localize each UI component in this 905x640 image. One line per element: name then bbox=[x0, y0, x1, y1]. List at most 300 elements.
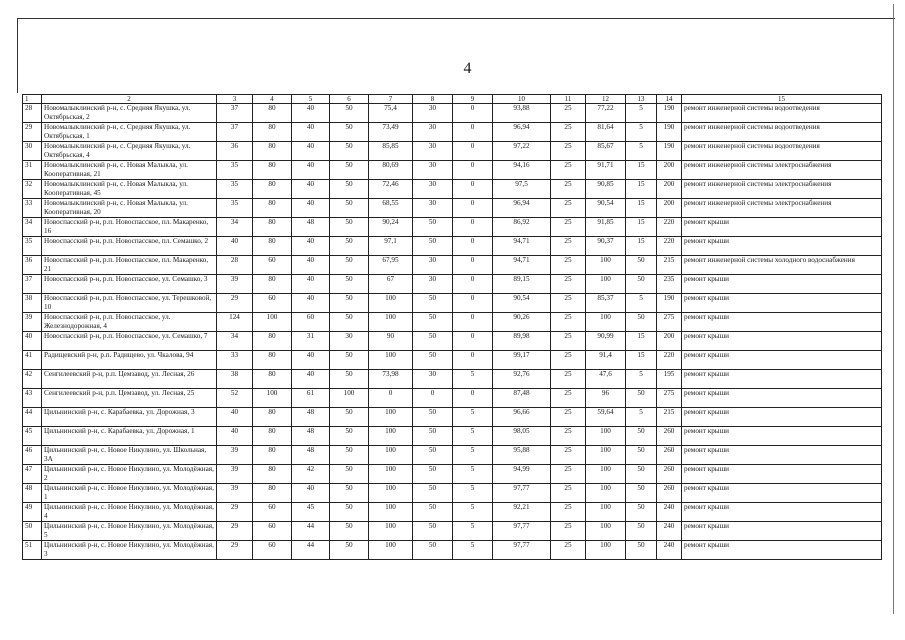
cell-col-6: 30 bbox=[330, 332, 369, 351]
cell-col-12: 77,22 bbox=[586, 104, 626, 123]
cell-col-10: 94,71 bbox=[493, 237, 551, 256]
cell-work-type: ремонт инженерной системы электроснабжения bbox=[682, 199, 882, 218]
cell-row-number: 39 bbox=[23, 313, 42, 332]
cell-col-5: 61 bbox=[292, 389, 330, 408]
cell-address: Новоспасский р-н, р.п. Новоспасское, ул. Семашко, 3 bbox=[42, 275, 217, 294]
cell-col-14: 215 bbox=[657, 408, 682, 427]
cell-col-3: 37 bbox=[217, 104, 253, 123]
cell-col-12: 100 bbox=[586, 522, 626, 541]
cell-address: Новоспасский р-н, р.п. Новоспасское, ул. Семашко, 7 bbox=[42, 332, 217, 351]
cell-col-4: 60 bbox=[253, 522, 292, 541]
cell-col-5: 42 bbox=[292, 465, 330, 484]
cell-col-13: 50 bbox=[626, 465, 657, 484]
column-header: 8 bbox=[413, 95, 453, 104]
cell-work-type: ремонт крыши bbox=[682, 503, 882, 522]
cell-row-number: 45 bbox=[23, 427, 42, 446]
cell-col-5: 40 bbox=[292, 199, 330, 218]
cell-col-4: 80 bbox=[253, 446, 292, 465]
cell-col-6: 50 bbox=[330, 218, 369, 237]
page-number: 4 bbox=[463, 60, 472, 77]
cell-col-5: 44 bbox=[292, 522, 330, 541]
cell-col-5: 40 bbox=[292, 370, 330, 389]
column-header: 10 bbox=[493, 95, 551, 104]
cell-col-5: 40 bbox=[292, 351, 330, 370]
cell-work-type: ремонт крыши bbox=[682, 465, 882, 484]
cell-col-4: 80 bbox=[253, 104, 292, 123]
cell-col-8: 30 bbox=[413, 104, 453, 123]
cell-col-4: 80 bbox=[253, 237, 292, 256]
cell-col-4: 80 bbox=[253, 218, 292, 237]
cell-col-14: 240 bbox=[657, 522, 682, 541]
cell-col-3: 33 bbox=[217, 351, 253, 370]
cell-col-6: 50 bbox=[330, 503, 369, 522]
cell-col-8: 50 bbox=[413, 218, 453, 237]
cell-col-14: 220 bbox=[657, 237, 682, 256]
cell-col-3: 39 bbox=[217, 275, 253, 294]
column-header: 11 bbox=[551, 95, 586, 104]
cell-row-number: 38 bbox=[23, 294, 42, 313]
cell-col-13: 5 bbox=[626, 104, 657, 123]
cell-col-13: 50 bbox=[626, 522, 657, 541]
cell-col-10: 97,77 bbox=[493, 541, 551, 560]
cell-col-12: 91,4 bbox=[586, 351, 626, 370]
cell-col-14: 200 bbox=[657, 180, 682, 199]
cell-col-9: 0 bbox=[453, 275, 493, 294]
cell-col-9: 5 bbox=[453, 503, 493, 522]
cell-col-9: 0 bbox=[453, 142, 493, 161]
cell-col-4: 80 bbox=[253, 161, 292, 180]
cell-address: Новоспасский р-н, р.п. Новоспасское, ул. Железнодорожная, 4 bbox=[42, 313, 217, 332]
cell-col-6: 50 bbox=[330, 237, 369, 256]
cell-col-13: 15 bbox=[626, 218, 657, 237]
cell-col-10: 97,5 bbox=[493, 180, 551, 199]
cell-col-7: 90 bbox=[369, 332, 413, 351]
cell-col-11: 25 bbox=[551, 123, 586, 142]
cell-address: Новомалыклинский р-н, с. Новая Малыкла, ул. Кооперативная, 21 bbox=[42, 161, 217, 180]
cell-col-10: 89,98 bbox=[493, 332, 551, 351]
cell-work-type: ремонт крыши bbox=[682, 294, 882, 313]
cell-col-11: 25 bbox=[551, 465, 586, 484]
cell-col-5: 40 bbox=[292, 123, 330, 142]
cell-col-12: 85,37 bbox=[586, 294, 626, 313]
cell-col-8: 30 bbox=[413, 275, 453, 294]
cell-col-6: 50 bbox=[330, 446, 369, 465]
cell-col-14: 260 bbox=[657, 484, 682, 503]
cell-col-7: 100 bbox=[369, 351, 413, 370]
cell-col-7: 100 bbox=[369, 522, 413, 541]
cell-col-3: 28 bbox=[217, 256, 253, 275]
table-row bbox=[23, 294, 882, 313]
column-header: 14 bbox=[657, 95, 682, 104]
cell-col-3: 40 bbox=[217, 237, 253, 256]
cell-col-7: 100 bbox=[369, 427, 413, 446]
cell-col-10: 98,05 bbox=[493, 427, 551, 446]
cell-col-11: 25 bbox=[551, 541, 586, 560]
cell-col-6: 50 bbox=[330, 522, 369, 541]
column-header: 4 bbox=[253, 95, 292, 104]
cell-row-number: 50 bbox=[23, 522, 42, 541]
cell-col-7: 100 bbox=[369, 313, 413, 332]
cell-col-3: 35 bbox=[217, 199, 253, 218]
cell-col-4: 80 bbox=[253, 408, 292, 427]
cell-col-10: 96,94 bbox=[493, 199, 551, 218]
cell-col-12: 96 bbox=[586, 389, 626, 408]
cell-address: Цильнинский р-н, с. Новое Никулино, ул. Молодёжная, 3 bbox=[42, 541, 217, 560]
cell-col-12: 100 bbox=[586, 275, 626, 294]
cell-col-7: 100 bbox=[369, 294, 413, 313]
cell-col-6: 50 bbox=[330, 484, 369, 503]
cell-col-9: 0 bbox=[453, 256, 493, 275]
cell-address: Цильнинский р-н, с. Новое Никулино, ул. Молодёжная, 2 bbox=[42, 465, 217, 484]
cell-col-13: 15 bbox=[626, 351, 657, 370]
cell-col-5: 48 bbox=[292, 427, 330, 446]
column-header: 5 bbox=[292, 95, 330, 104]
cell-col-10: 94,71 bbox=[493, 256, 551, 275]
cell-col-4: 80 bbox=[253, 199, 292, 218]
cell-col-14: 215 bbox=[657, 256, 682, 275]
cell-col-11: 25 bbox=[551, 389, 586, 408]
cell-col-9: 0 bbox=[453, 161, 493, 180]
cell-col-8: 50 bbox=[413, 237, 453, 256]
cell-col-11: 25 bbox=[551, 104, 586, 123]
cell-work-type: ремонт крыши bbox=[682, 522, 882, 541]
cell-col-8: 30 bbox=[413, 370, 453, 389]
cell-col-14: 190 bbox=[657, 104, 682, 123]
cell-col-10: 97,77 bbox=[493, 522, 551, 541]
cell-col-3: 40 bbox=[217, 408, 253, 427]
cell-col-14: 200 bbox=[657, 332, 682, 351]
cell-col-4: 80 bbox=[253, 275, 292, 294]
cell-col-3: 29 bbox=[217, 541, 253, 560]
cell-address: Новоспасский р-н, р.п. Новоспасское, пл. Макаренко, 16 bbox=[42, 218, 217, 237]
cell-col-9: 0 bbox=[453, 389, 493, 408]
cell-col-4: 80 bbox=[253, 332, 292, 351]
cell-col-3: 35 bbox=[217, 180, 253, 199]
cell-col-14: 235 bbox=[657, 275, 682, 294]
cell-col-4: 60 bbox=[253, 256, 292, 275]
cell-col-5: 40 bbox=[292, 484, 330, 503]
cell-col-11: 25 bbox=[551, 370, 586, 389]
cell-col-10: 99,17 bbox=[493, 351, 551, 370]
column-header: 15 bbox=[682, 95, 882, 104]
column-header: 6 bbox=[330, 95, 369, 104]
cell-col-11: 25 bbox=[551, 161, 586, 180]
cell-col-8: 50 bbox=[413, 351, 453, 370]
cell-col-4: 80 bbox=[253, 484, 292, 503]
cell-row-number: 41 bbox=[23, 351, 42, 370]
cell-col-8: 30 bbox=[413, 123, 453, 142]
cell-col-3: 36 bbox=[217, 142, 253, 161]
table-row bbox=[23, 142, 882, 161]
cell-col-10: 96,94 bbox=[493, 123, 551, 142]
cell-col-9: 0 bbox=[453, 123, 493, 142]
cell-col-14: 200 bbox=[657, 199, 682, 218]
cell-col-10: 94,99 bbox=[493, 465, 551, 484]
cell-address: Цильнинский р-н, с. Новое Никулино, ул. Школьная, 3А bbox=[42, 446, 217, 465]
table-row bbox=[23, 218, 882, 237]
cell-col-9: 5 bbox=[453, 427, 493, 446]
cell-col-14: 190 bbox=[657, 123, 682, 142]
cell-col-9: 5 bbox=[453, 465, 493, 484]
cell-work-type: ремонт инженерной системы электроснабжения bbox=[682, 180, 882, 199]
cell-row-number: 40 bbox=[23, 332, 42, 351]
cell-col-5: 40 bbox=[292, 104, 330, 123]
cell-col-10: 94,16 bbox=[493, 161, 551, 180]
cell-col-14: 275 bbox=[657, 313, 682, 332]
cell-col-7: 75,4 bbox=[369, 104, 413, 123]
cell-col-12: 100 bbox=[586, 446, 626, 465]
cell-col-11: 25 bbox=[551, 351, 586, 370]
cell-col-6: 50 bbox=[330, 275, 369, 294]
cell-work-type: ремонт крыши bbox=[682, 446, 882, 465]
cell-col-8: 50 bbox=[413, 408, 453, 427]
cell-col-4: 100 bbox=[253, 389, 292, 408]
cell-col-8: 50 bbox=[413, 503, 453, 522]
cell-col-7: 100 bbox=[369, 446, 413, 465]
column-number-row bbox=[23, 95, 882, 104]
cell-col-3: 124 bbox=[217, 313, 253, 332]
cell-col-10: 97,77 bbox=[493, 484, 551, 503]
cell-col-11: 25 bbox=[551, 446, 586, 465]
table-row bbox=[23, 180, 882, 199]
cell-col-6: 50 bbox=[330, 294, 369, 313]
cell-col-8: 50 bbox=[413, 332, 453, 351]
cell-work-type: ремонт инженерной системы холодного водоснабжения bbox=[682, 256, 882, 275]
cell-col-5: 48 bbox=[292, 218, 330, 237]
cell-col-11: 25 bbox=[551, 218, 586, 237]
cell-col-9: 5 bbox=[453, 522, 493, 541]
cell-col-8: 50 bbox=[413, 294, 453, 313]
table-row bbox=[23, 541, 882, 560]
cell-col-4: 80 bbox=[253, 180, 292, 199]
cell-col-3: 37 bbox=[217, 123, 253, 142]
scan-border bbox=[17, 18, 895, 93]
cell-work-type: ремонт крыши bbox=[682, 218, 882, 237]
cell-work-type: ремонт крыши bbox=[682, 275, 882, 294]
cell-col-5: 45 bbox=[292, 503, 330, 522]
cell-col-3: 39 bbox=[217, 484, 253, 503]
cell-col-13: 15 bbox=[626, 199, 657, 218]
cell-col-9: 5 bbox=[453, 408, 493, 427]
cell-col-4: 60 bbox=[253, 294, 292, 313]
cell-col-10: 87,48 bbox=[493, 389, 551, 408]
cell-col-13: 50 bbox=[626, 503, 657, 522]
cell-row-number: 31 bbox=[23, 161, 42, 180]
cell-col-9: 0 bbox=[453, 351, 493, 370]
cell-address: Новомалыклинский р-н, с. Новая Малыкла, ул. Кооперативная, 20 bbox=[42, 199, 217, 218]
cell-col-7: 67,95 bbox=[369, 256, 413, 275]
cell-col-11: 25 bbox=[551, 408, 586, 427]
table-row bbox=[23, 351, 882, 370]
cell-col-14: 260 bbox=[657, 446, 682, 465]
cell-col-7: 73,98 bbox=[369, 370, 413, 389]
cell-col-6: 50 bbox=[330, 313, 369, 332]
cell-work-type: ремонт крыши bbox=[682, 427, 882, 446]
cell-col-7: 90,24 bbox=[369, 218, 413, 237]
cell-col-3: 29 bbox=[217, 294, 253, 313]
cell-col-7: 100 bbox=[369, 465, 413, 484]
cell-col-8: 50 bbox=[413, 484, 453, 503]
cell-address: Новомалыклинский р-н, с. Новая Малыкла, ул. Кооперативная, 45 bbox=[42, 180, 217, 199]
cell-address: Сенгилеевский р-н, р.п. Цемзавод, ул. Лесная, 25 bbox=[42, 389, 217, 408]
cell-col-5: 40 bbox=[292, 142, 330, 161]
cell-col-13: 50 bbox=[626, 541, 657, 560]
cell-col-9: 5 bbox=[453, 484, 493, 503]
cell-col-6: 50 bbox=[330, 199, 369, 218]
cell-col-14: 195 bbox=[657, 370, 682, 389]
cell-col-9: 0 bbox=[453, 294, 493, 313]
table-row bbox=[23, 313, 882, 332]
cell-address: Цильнинский р-н, с. Новое Никулино, ул. Молодёжная, 1 bbox=[42, 484, 217, 503]
cell-work-type: ремонт инженерной системы электроснабжения bbox=[682, 161, 882, 180]
column-header: 12 bbox=[586, 95, 626, 104]
cell-col-11: 25 bbox=[551, 427, 586, 446]
cell-col-6: 50 bbox=[330, 465, 369, 484]
cell-col-13: 15 bbox=[626, 332, 657, 351]
cell-col-10: 86,92 bbox=[493, 218, 551, 237]
cell-col-12: 91,71 bbox=[586, 161, 626, 180]
cell-col-10: 90,54 bbox=[493, 294, 551, 313]
cell-col-14: 260 bbox=[657, 465, 682, 484]
cell-col-10: 89,15 bbox=[493, 275, 551, 294]
cell-row-number: 28 bbox=[23, 104, 42, 123]
table-row bbox=[23, 332, 882, 351]
cell-col-13: 15 bbox=[626, 237, 657, 256]
cell-col-3: 38 bbox=[217, 370, 253, 389]
cell-col-13: 5 bbox=[626, 123, 657, 142]
cell-col-12: 100 bbox=[586, 503, 626, 522]
cell-col-6: 50 bbox=[330, 370, 369, 389]
cell-address: Цильнинский р-н, с. Новое Никулино, ул. Молодёжная, 4 bbox=[42, 503, 217, 522]
cell-row-number: 37 bbox=[23, 275, 42, 294]
cell-col-4: 100 bbox=[253, 313, 292, 332]
cell-col-7: 0 bbox=[369, 389, 413, 408]
cell-col-9: 0 bbox=[453, 199, 493, 218]
cell-address: Цильнинский р-н, с. Новое Никулино, ул. Молодёжная, 5 bbox=[42, 522, 217, 541]
cell-col-11: 25 bbox=[551, 180, 586, 199]
table-row bbox=[23, 427, 882, 446]
cell-row-number: 30 bbox=[23, 142, 42, 161]
cell-work-type: ремонт крыши bbox=[682, 351, 882, 370]
cell-col-10: 90,26 bbox=[493, 313, 551, 332]
cell-col-10: 97,22 bbox=[493, 142, 551, 161]
table-row bbox=[23, 161, 882, 180]
cell-col-11: 25 bbox=[551, 503, 586, 522]
table-row bbox=[23, 465, 882, 484]
cell-row-number: 48 bbox=[23, 484, 42, 503]
cell-col-13: 50 bbox=[626, 446, 657, 465]
cell-col-11: 25 bbox=[551, 199, 586, 218]
cell-row-number: 43 bbox=[23, 389, 42, 408]
cell-col-5: 40 bbox=[292, 237, 330, 256]
cell-col-7: 85,85 bbox=[369, 142, 413, 161]
cell-address: Новомалыклинский р-н, с. Средняя Якушка, ул. Октябрьская, 1 bbox=[42, 123, 217, 142]
cell-col-5: 40 bbox=[292, 256, 330, 275]
cell-col-8: 50 bbox=[413, 522, 453, 541]
cell-row-number: 46 bbox=[23, 446, 42, 465]
cell-row-number: 42 bbox=[23, 370, 42, 389]
cell-col-13: 5 bbox=[626, 408, 657, 427]
table-row bbox=[23, 237, 882, 256]
cell-col-11: 25 bbox=[551, 275, 586, 294]
cell-address: Новоспасский р-н, р.п. Новоспасское, ул. Терешковой, 10 bbox=[42, 294, 217, 313]
cell-col-10: 92,21 bbox=[493, 503, 551, 522]
cell-row-number: 36 bbox=[23, 256, 42, 275]
cell-col-7: 72,46 bbox=[369, 180, 413, 199]
cell-col-14: 190 bbox=[657, 294, 682, 313]
cell-col-12: 100 bbox=[586, 541, 626, 560]
cell-col-8: 50 bbox=[413, 541, 453, 560]
cell-col-6: 50 bbox=[330, 180, 369, 199]
cell-row-number: 49 bbox=[23, 503, 42, 522]
table-row bbox=[23, 370, 882, 389]
table-row bbox=[23, 389, 882, 408]
cell-col-4: 80 bbox=[253, 351, 292, 370]
cell-col-13: 50 bbox=[626, 389, 657, 408]
cell-col-3: 29 bbox=[217, 503, 253, 522]
table-row bbox=[23, 408, 882, 427]
cell-col-6: 50 bbox=[330, 161, 369, 180]
cell-col-9: 0 bbox=[453, 332, 493, 351]
cell-col-13: 50 bbox=[626, 484, 657, 503]
cell-work-type: ремонт крыши bbox=[682, 484, 882, 503]
cell-col-5: 40 bbox=[292, 275, 330, 294]
cell-col-12: 100 bbox=[586, 465, 626, 484]
cell-col-13: 50 bbox=[626, 427, 657, 446]
cell-col-8: 50 bbox=[413, 465, 453, 484]
cell-col-8: 30 bbox=[413, 256, 453, 275]
table-row bbox=[23, 446, 882, 465]
cell-row-number: 32 bbox=[23, 180, 42, 199]
cell-col-5: 48 bbox=[292, 408, 330, 427]
table-row bbox=[23, 275, 882, 294]
cell-col-12: 81,64 bbox=[586, 123, 626, 142]
cell-col-7: 100 bbox=[369, 484, 413, 503]
cell-col-4: 80 bbox=[253, 427, 292, 446]
cell-address: Цильнинский р-н, с. Карабаевка, ул. Дорожная, 1 bbox=[42, 427, 217, 446]
cell-work-type: ремонт крыши bbox=[682, 541, 882, 560]
cell-work-type: ремонт крыши bbox=[682, 408, 882, 427]
cell-col-12: 85,67 bbox=[586, 142, 626, 161]
cell-col-7: 100 bbox=[369, 503, 413, 522]
cell-work-type: ремонт крыши bbox=[682, 389, 882, 408]
cell-col-9: 5 bbox=[453, 541, 493, 560]
cell-col-12: 59,64 bbox=[586, 408, 626, 427]
cell-col-10: 95,88 bbox=[493, 446, 551, 465]
cell-col-3: 39 bbox=[217, 465, 253, 484]
column-header: 7 bbox=[369, 95, 413, 104]
cell-col-3: 52 bbox=[217, 389, 253, 408]
cell-col-5: 44 bbox=[292, 541, 330, 560]
cell-row-number: 29 bbox=[23, 123, 42, 142]
table-row bbox=[23, 123, 882, 142]
cell-col-9: 0 bbox=[453, 313, 493, 332]
cell-col-9: 0 bbox=[453, 237, 493, 256]
cell-col-14: 240 bbox=[657, 541, 682, 560]
cell-col-4: 60 bbox=[253, 503, 292, 522]
cell-col-6: 50 bbox=[330, 541, 369, 560]
cell-row-number: 35 bbox=[23, 237, 42, 256]
cell-col-4: 80 bbox=[253, 123, 292, 142]
cell-address: Новомалыклинский р-н, с. Средняя Якушка, ул. Октябрьская, 4 bbox=[42, 142, 217, 161]
table-row bbox=[23, 104, 882, 123]
cell-col-14: 240 bbox=[657, 503, 682, 522]
cell-col-8: 50 bbox=[413, 313, 453, 332]
cell-address: Цильнинский р-н, с. Карабаевка, ул. Дорожная, 3 bbox=[42, 408, 217, 427]
cell-col-12: 100 bbox=[586, 427, 626, 446]
cell-col-7: 100 bbox=[369, 408, 413, 427]
cell-col-9: 0 bbox=[453, 218, 493, 237]
